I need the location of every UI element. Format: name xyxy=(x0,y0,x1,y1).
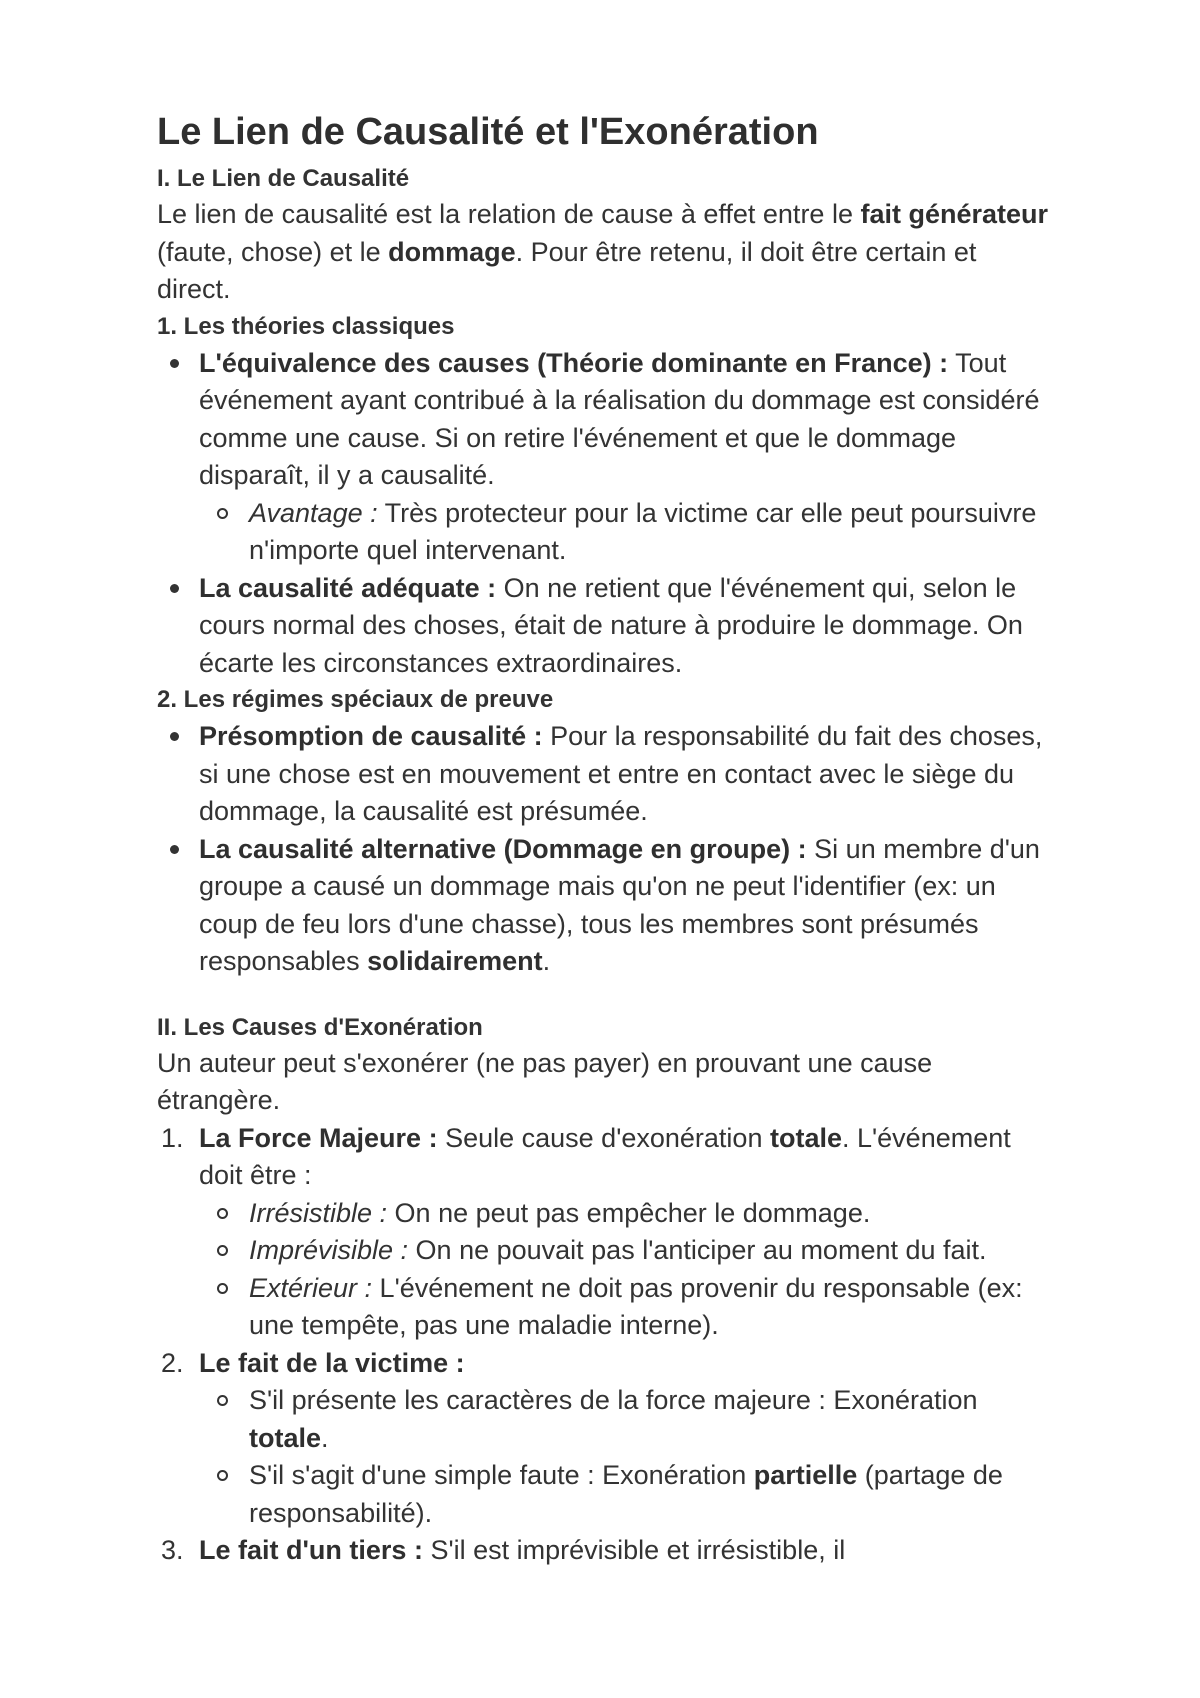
section-heading-causalite: I. Le Lien de Causalité xyxy=(157,165,410,192)
list-item: L'équivalence des causes (Théorie dominante en France) : Tout événement ayant contribué à la réalisation du dommage est considéré comme une cause. Si on retire l'événement et que le dommage disparaît, il y a causalité. Avantage : Très protecteur pour la victime car elle peut poursuivre n'importe quel intervenant. xyxy=(157,345,1057,570)
regimes-list xyxy=(157,718,1057,981)
sub-list-item: S'il présente les caractères de la force majeure : Exonération totale. xyxy=(199,1382,1057,1457)
sub-list xyxy=(199,495,1057,570)
sub-list-item: S'il s'agit d'une simple faute : Exonération partielle (partage de responsabilité). xyxy=(199,1457,1057,1532)
theories-list xyxy=(157,345,1057,683)
section-heading-exoneration: II. Les Causes d'Exonération xyxy=(157,1013,483,1041)
sub-list-item: Irrésistible : On ne peut pas empêcher le dommage. xyxy=(199,1195,1057,1233)
subheading-regimes: 2. Les régimes spéciaux de preuve xyxy=(157,686,554,713)
numbered-item-force-majeure: 1. La Force Majeure : Seule cause d'exonération totale. L'événement doit être : Irrésistible : On ne peut pas empêcher le dommage. Imprévisible : On ne pouvait pas l'anticiper au moment du fait. Extérieur : L'événement ne doit pas provenir du responsable (ex: une tempête, pas une maladie interne). xyxy=(157,1120,1057,1345)
sub-list xyxy=(199,1382,1057,1532)
sub-list-item: Imprévisible : On ne pouvait pas l'anticiper au moment du fait. xyxy=(199,1232,1057,1270)
list-item: La causalité adéquate : On ne retient que l'événement qui, selon le cours normal des choses, était de nature à produire le dommage. On écarte les circonstances extraordinaires. xyxy=(157,570,1057,683)
list-item: Présomption de causalité : Pour la responsabilité du fait des choses, si une chose est en mouvement et entre en contact avec le siège du dommage, la causalité est présumée. xyxy=(157,718,1057,831)
subheading-theories: 1. Les théories classiques xyxy=(157,312,455,340)
list-item: La causalité alternative (Dommage en groupe) : Si un membre d'un groupe a causé un dommage mais qu'on ne peut l'identifier (ex: un coup de feu lors d'une chasse), tous les membres sont présumés responsables solidairement. xyxy=(157,831,1057,981)
page-title: Le Lien de Causalité et l'Exonération xyxy=(157,111,819,153)
section-spacer xyxy=(157,981,1057,1011)
numbered-item-fait-victime: 2. Le fait de la victime : S'il présente les caractères de la force majeure : Exonération totale. S'il s'agit d'une simple faute : Exonération partielle (partage de responsabilité). xyxy=(157,1345,1057,1533)
exoneration-list xyxy=(157,1120,1057,1570)
section-intro-causalite: Le lien de causalité est la relation de cause à effet entre le fait générateur (faute, chose) et le dommage. Pour être retenu, il doit être certain et direct. xyxy=(157,199,1049,304)
sub-list-item: Avantage : Très protecteur pour la victime car elle peut poursuivre n'importe quel intervenant. xyxy=(199,495,1057,570)
document-page xyxy=(157,108,1057,1570)
sub-list-item: Extérieur : L'événement ne doit pas provenir du responsable (ex: une tempête, pas une maladie interne). xyxy=(199,1270,1057,1345)
sub-list xyxy=(199,1195,1057,1345)
section-intro-exoneration: Un auteur peut s'exonérer (ne pas payer) en prouvant une cause étrangère. xyxy=(157,1047,933,1115)
numbered-item-fait-tiers: 3. Le fait d'un tiers : S'il est imprévisible et irrésistible, il xyxy=(161,1535,846,1565)
